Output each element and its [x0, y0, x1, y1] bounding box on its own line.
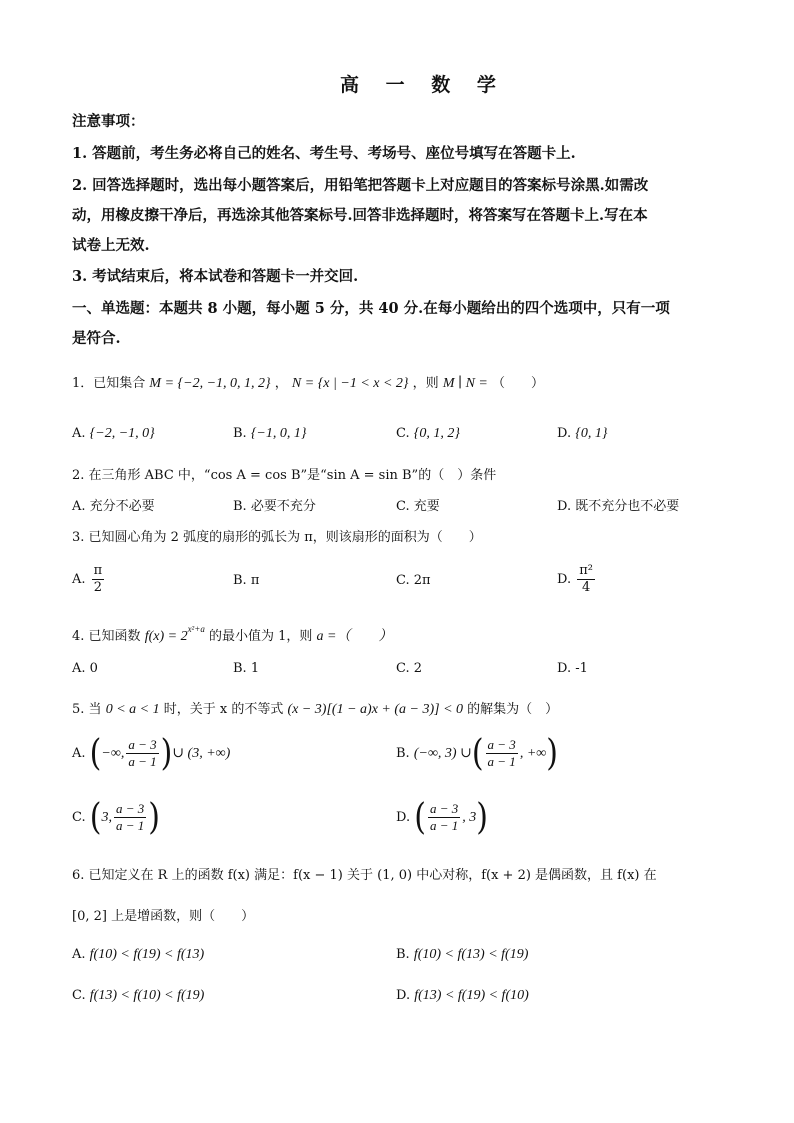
question-2-option-d: D. 既不充分也不必要 — [557, 499, 680, 514]
question-3-option-b: B. π — [233, 573, 260, 588]
notice-heading: 注意事项： — [72, 113, 145, 130]
question-6-line-1: 6. 已知定义在 R 上的函数 f(x) 满足：f(x − 1) 关于 (1, 0) 中心对称，f(x + 2) 是偶函数，且 f(x) 在 — [72, 868, 657, 883]
question-4: 4. 已知函数 $f(x) = 2^{x^2+a}$ 的最小值为 1，则 a =（ ） — [72, 624, 393, 644]
question-1 — [72, 372, 544, 392]
question-6-line-2: [0, 2] 上是增函数，则（ ） — [72, 909, 255, 924]
question-2-option-b: B. 必要不充分 — [233, 499, 316, 514]
question-1-option-c: C. {0, 1, 2} — [396, 426, 460, 441]
question-1-blank: （ ） — [492, 376, 545, 391]
question-1-option-a: A. {−2, −1, 0} — [72, 426, 155, 441]
question-6-option-d: D. f(13) < f(19) < f(10) — [396, 988, 529, 1003]
question-1-set-n: N = {x | −1 < x < 2} — [291, 376, 409, 391]
question-1-number: 1．已知集合 — [72, 376, 146, 391]
question-6-option-c: C. f(13) < f(10) < f(19) — [72, 988, 205, 1003]
question-6-option-b: B. f(10) < f(13) < f(19) — [396, 947, 529, 962]
question-1-expr: M ∣ N = — [442, 376, 488, 391]
question-2-option-c: C. 充要 — [396, 499, 440, 514]
notice-item-3: 3. 考试结束后，将本试卷和答题卡一并交回. — [72, 268, 359, 285]
question-5: 5. 当 0 < a < 1 时，关于 x 的不等式 (x − 3)[(1 − a)x + (a − 3)] < 0 的解集为（ ） — [72, 702, 559, 717]
question-1-option-d: D. {0, 1} — [557, 426, 608, 441]
question-5-option-b: B. (−∞, 3) ∪( $\frac{a - 3}{a - 1}$ , +∞) — [396, 732, 558, 775]
section-heading-line-1: 一、单选题：本题共 8 小题，每小题 5 分，共 40 分.在每小题给出的四个选项中，只有一项 — [72, 300, 670, 317]
question-5-option-a: A. (−∞, $\frac{a - 3}{a - 1}$ )∪ (3, +∞) — [72, 732, 231, 775]
question-2-option-a: A. 充分不必要 — [72, 499, 155, 514]
question-3: 3. 已知圆心角为 2 弧度的扇形的弧长为 π，则该扇形的面积为（ ） — [72, 530, 482, 545]
question-3-option-d: D. $\frac{\text{π²}}{4}$ — [557, 563, 593, 595]
question-4-option-a: A. 0 — [72, 661, 98, 676]
question-6-option-a: A. f(10) < f(19) < f(13) — [72, 947, 205, 962]
question-4-function: $f(x) = 2^{x^2+a}$ — [144, 624, 205, 644]
question-4-option-d: D. -1 — [557, 661, 588, 676]
question-1-ask: ，则 — [412, 376, 439, 391]
question-2: 2. 在三角形 ABC 中，“cos A = cos B”是“sin A = sin B”的（ ）条件 — [72, 468, 497, 483]
section-heading-line-2: 是符合. — [72, 330, 121, 347]
question-1-option-b: B. {−1, 0, 1} — [233, 426, 307, 441]
question-1-set-m: M = {−2, −1, 0, 1, 2} — [149, 376, 271, 391]
notice-item-1: 1. 答题前，考生务必将自己的姓名、考生号、考场号、座位号填写在答题卡上. — [72, 145, 576, 162]
notice-item-2-line-3: 试卷上无效. — [72, 237, 150, 254]
notice-item-2-line-1: 2. 回答选择题时，选出每小题答案后，用铅笔把答题卡上对应题目的答案标号涂黑.如需改 — [72, 177, 649, 194]
question-4-option-c: C. 2 — [396, 661, 423, 676]
notice-item-2-line-2: 动，用橡皮擦干净后，再选涂其他答案标号.回答非选择题时，将答案写在答题卡上.写在本 — [72, 207, 648, 224]
question-5-option-c: C. (3, $\frac{a - 3}{a - 1}$ ) — [72, 796, 160, 839]
question-3-option-a: A. $\frac{\pi}{2}$ — [72, 563, 103, 595]
page-title: 高 一 数 学 — [340, 74, 506, 96]
question-3-option-c: C. 2π — [396, 573, 431, 588]
question-1-comma: ， — [274, 376, 288, 391]
question-4-option-b: B. 1 — [233, 661, 260, 676]
question-5-option-d: D. ( $\frac{a - 3}{a - 1}$ , 3) — [396, 796, 488, 839]
